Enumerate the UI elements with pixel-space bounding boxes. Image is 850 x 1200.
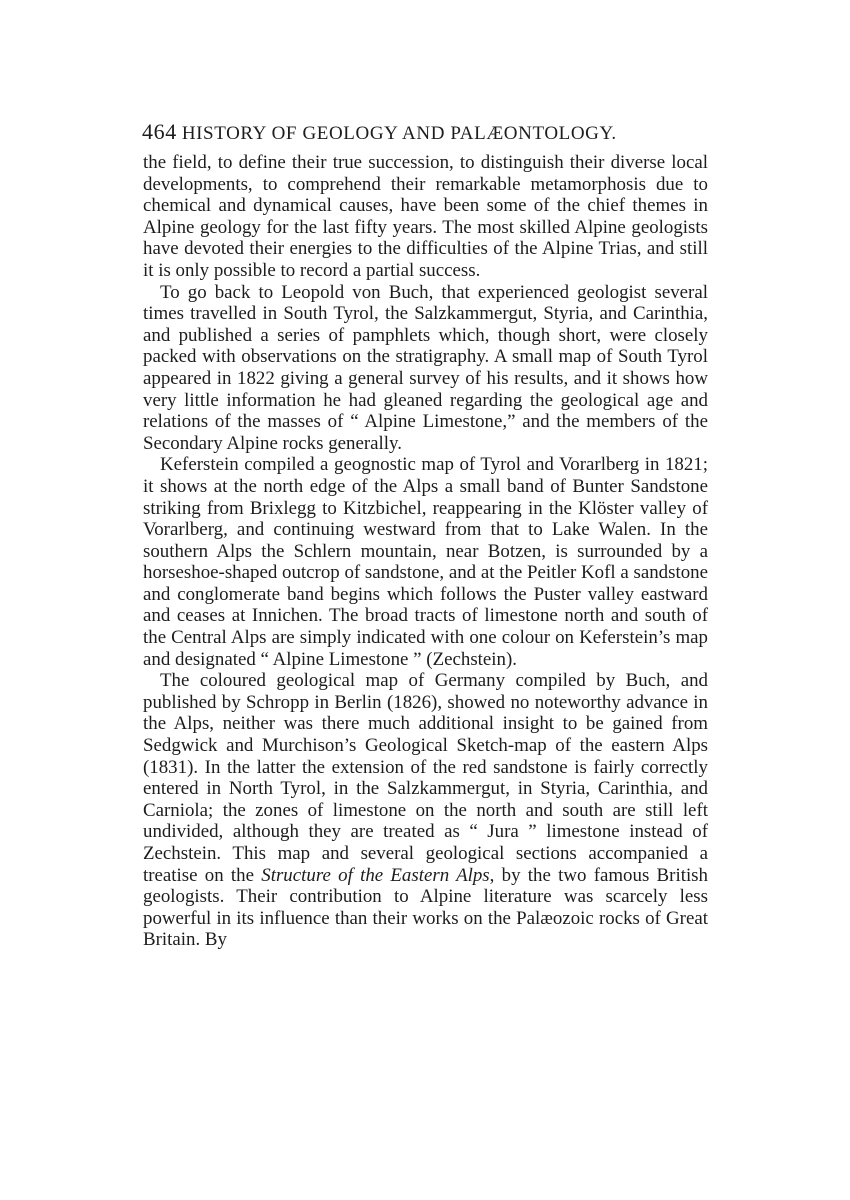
book-page	[143, 112, 708, 951]
paragraph-4-text-a: The coloured geological map of Germany compiled by Buch, and published by Schropp in Berlin (1826), showed no noteworthy advance in the Alps, neither was there much additional insight to be gained from Sedgwick and Murchison’s Geological Sketch-map of the eastern Alps (1831). In the latter the extension of the red sandstone is fairly correctly entered in North Tyrol, in the Salzkammergut, in Styria, Carinthia, and Carniola; the zones of limestone on the north and south are still left undivided, although they are treated as “ Jura ” limestone instead of Zechstein. This map and several geological sections accompanied a treatise on the	[143, 670, 708, 886]
paragraph-3: Keferstein compiled a geognostic map of Tyrol and Vorarlberg in 1821; it shows at the north edge of the Alps a small band of Bunter Sandstone striking from Brixlegg to Kitzbichel, reappearing in the Klöster valley of Vorarlberg, and continuing westward from that to Lake Walen. In the southern Alps the Schlern mountain, near Botzen, is surrounded by a horseshoe-shaped outcrop of sandstone, and at the Peitler Kofl a sandstone and conglomerate band begins which follows the Puster valley eastward and ceases at Innichen. The broad tracts of limestone north and south of the Central Alps are simply indicated with one colour on Keferstein’s map and designated “ Alpine Limestone ” (Zechstein).	[143, 454, 708, 670]
paragraph-4-text-b: , by the two famous British geologists. Their contribution to Alpine literature was scarcely less powerful in its influence than their works on the Palæozoic rocks of Great Britain. By	[143, 864, 708, 951]
book-title-italic: Structure of the Eastern Alps	[261, 864, 490, 886]
running-header	[142, 112, 708, 152]
paragraph-2: To go back to Leopold von Buch, that experienced geologist several times travelled in South Tyrol, the Salzkammergut, Styria, and Carinthia, and published a series of pamphlets which, though short, were closely packed with observations on the stratigraphy. A small map of South Tyrol appeared in 1822 giving a general survey of his results, and it shows how very little information he had gleaned regarding the geological age and relations of the masses of “ Alpine Limestone,” and the members of the Secondary Alpine rocks generally.	[143, 281, 708, 454]
paragraph-4	[143, 670, 708, 951]
body-text	[143, 152, 708, 951]
paragraph-1: the field, to define their true succession, to distinguish their diverse local developments, to comprehend their remarkable metamorphosis due to chemical and dynamical causes, have been some of the chief themes in Alpine geology for the last fifty years. The most skilled Alpine geologists have devoted their energies to the difficulties of the Alpine Trias, and still it is only possible to record a partial success.	[143, 152, 708, 281]
running-title: HISTORY OF GEOLOGY AND PALÆONTOLOGY.	[181, 123, 617, 144]
page-number: 464	[142, 119, 177, 144]
